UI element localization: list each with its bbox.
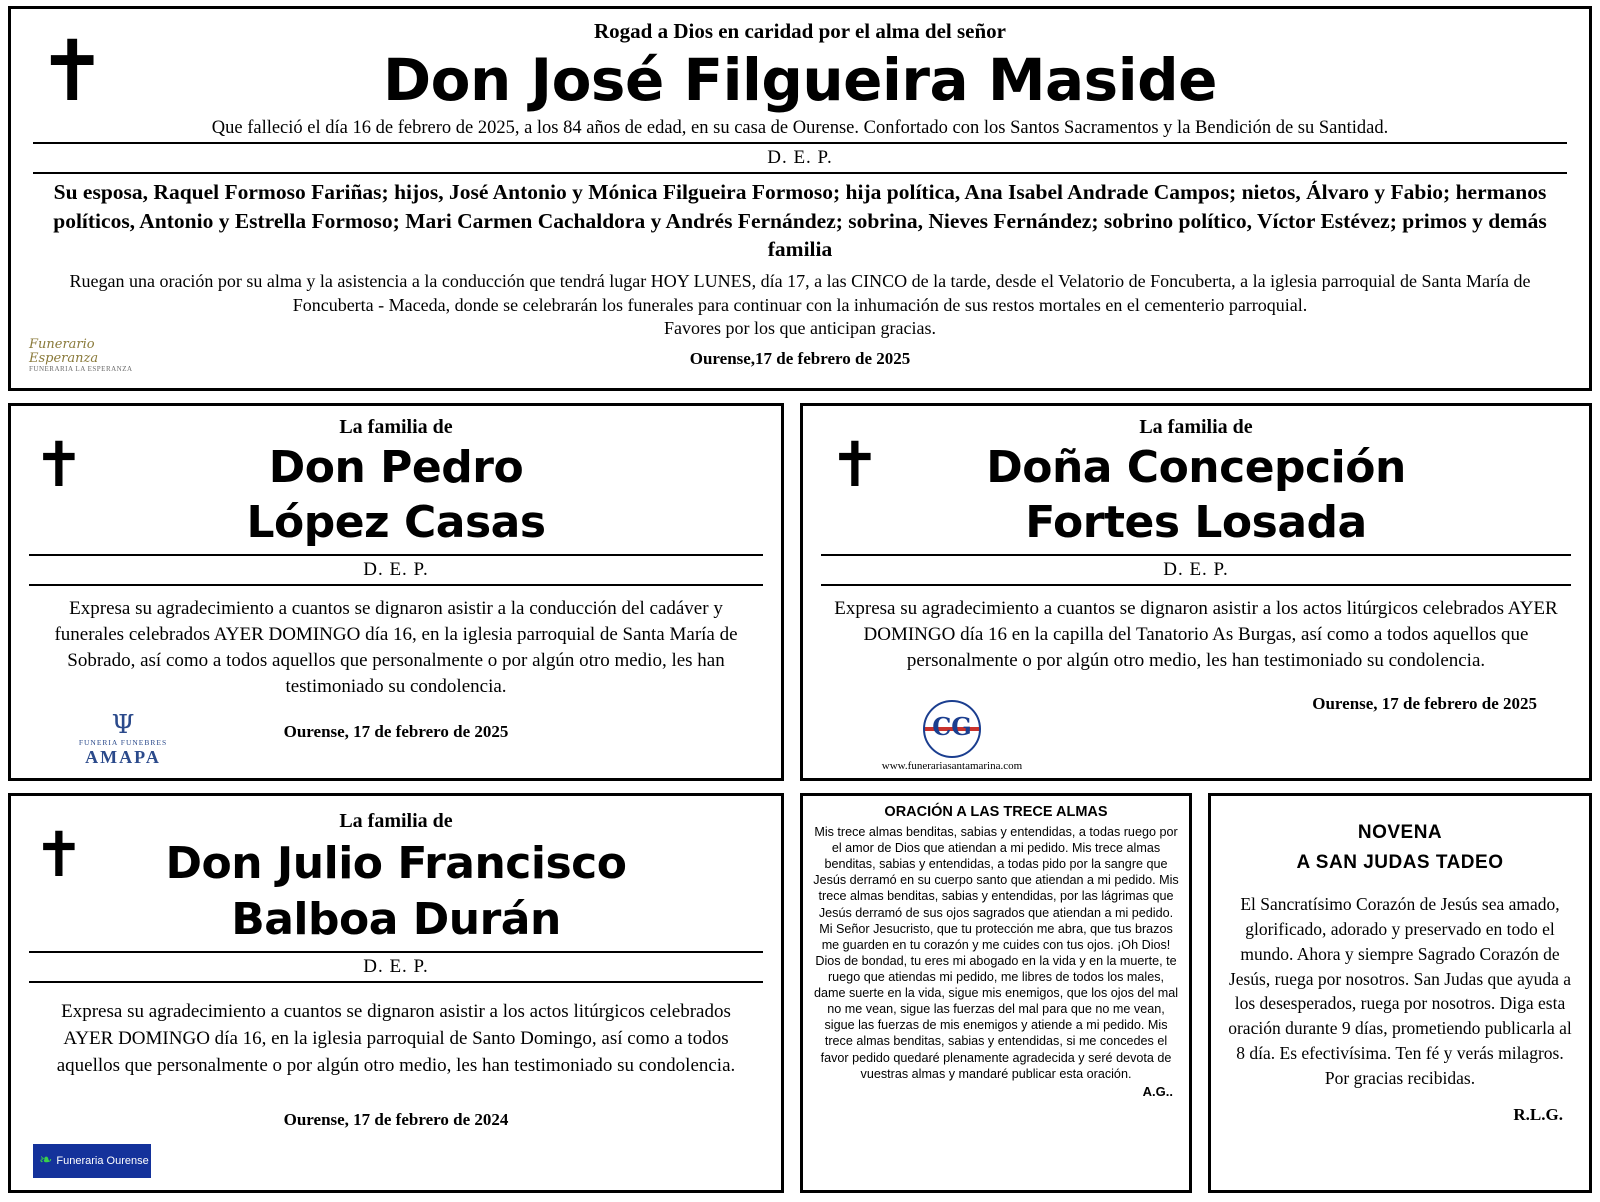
divider: [821, 554, 1571, 556]
place-date: Ourense, 17 de febrero de 2024: [283, 1110, 509, 1130]
logo-script-main: Esperanza: [29, 350, 99, 366]
thanks-text: Expresa su agradecimiento a cuantos se dignaron asistir a los actos litúrgicos celebrados AYER DOMINGO día 16, en la iglesia parroquial de Santo Domingo, así como a todos aquellos que personalmente o por algún otro medio, les han testimoniado su condolencia.: [56, 1001, 736, 1077]
place-date: Ourense, 17 de febrero de 2025: [283, 722, 509, 742]
dep-label: D. E. P.: [363, 956, 429, 978]
deceased-name-line2: López Casas: [246, 497, 546, 549]
deceased-name-line2: Fortes Losada: [1025, 497, 1367, 549]
prayer-trece-almas: [800, 793, 1192, 1193]
logo-subtitle: FUNERIA FUNEBRES: [78, 738, 168, 747]
latin-cross-icon: ✝: [829, 428, 881, 501]
prayer-signature: R.L.G.: [1513, 1104, 1563, 1124]
obituary-notice-concepcion: [800, 403, 1592, 781]
divider: [33, 172, 1567, 174]
notice-kicker: La familia de: [339, 810, 453, 832]
divider: [29, 981, 763, 983]
deceased-name-line1: Doña Concepción: [986, 442, 1406, 493]
deceased-name-line2: Balboa Durán: [231, 894, 561, 946]
logo-subtitle: FUNERARIA LA ESPERANZA: [29, 365, 133, 374]
notice-kicker: La familia de: [339, 416, 453, 438]
deceased-name-line1: Don Pedro: [268, 442, 524, 493]
prayer-subtitle: A SAN JUDAS TADEO: [1296, 852, 1504, 873]
prayer-signature: A.G..: [1142, 1083, 1173, 1099]
thanks-text: Expresa su agradecimiento a cuantos se dignaron asistir a los actos litúrgicos celebrados AYER DOMINGO día 16 en la capilla del Tanatorio As Burgas, así como a todos aquellos que personalmente o por algún otro medio, les han testimoniado su condolencia.: [834, 597, 1558, 671]
funeraria-santa-marina-logo: [817, 700, 1087, 772]
dep-label: D. E. P.: [1163, 558, 1229, 580]
prayer-title: NOVENA: [1357, 822, 1443, 843]
logo-title: AMAPA: [85, 747, 161, 767]
prayer-text: Mis trece almas benditas, sabias y entendidas, a todas ruego por el amor de Dios que atiendan a mi pedido. Mis trece almas benditas, sabias y entendidas, a todas pido por la sangre que Jesús derramó en su cuerpo santo que atiendan a mi pedido. Mis trece almas benditas, sabias y entendidas, por las lágrimas que Jesús derramó de sus ojos sagrados que atiendan a mi pedido. Mi Señor Jesucristo, que tu protección me abra, que tus brazos me guarden en tu corazón y me cuides con tus ojos. ¡Oh Dios! Dios de bondad, tu eres mi abogado en la vida y en la muerte, te ruego que atiendas mi pedido, me libres de todos los males, dame suerte en la vida, sigue mis enemigos, que los ojos del mal no me vean, sigue las fuerzas del mal para que no me vean, sigue las fuerzas de mis enemigos y atiende a mi pedido. Mis trece almas benditas, sabias y entendidas, si me concedes el favor pedido quedaré plenamente agradecida y seré devota de vuestras almas y mandaré publicar esta oración.: [813, 825, 1179, 1081]
deceased-name-line1: Don Julio Francisco: [165, 838, 627, 889]
logo-monogram: [923, 700, 981, 758]
funeraria-la-esperanza-logo: [29, 338, 199, 380]
death-details: Que falleció el día 16 de febrero de 2025, a los 84 años de edad, en su casa de Ourense. Confortado con los Santos Sacramentos y la Bendición de su Santidad.: [211, 118, 1389, 138]
service-details: Ruegan una oración por su alma y la asistencia a la conducción que tendrá lugar HOY LUNES, día 17, a las CINCO de la tarde, desde el Velatorio de Foncuberta, a la iglesia parroquial de Santa María de Foncuberta - Maceda, donde se celebrarán los funerales para continuar con la inhumación de sus restos mortales en el cementerio parroquial.: [69, 270, 1531, 315]
latin-cross-icon: ✝: [33, 818, 85, 891]
leaf-icon: ❧: [39, 1152, 53, 1169]
divider: [29, 584, 763, 586]
obituary-notice-main: [8, 6, 1592, 391]
divider: [821, 584, 1571, 586]
relatives-list: Su esposa, Raquel Formoso Fariñas; hijos, José Antonio y Mónica Filgueira Formoso; hija política, Ana Isabel Andrade Campos; nietos, Álvaro y Fabio; hermanos políticos, Antonio y Estrella Formoso; Mari Carmen Cachaldora y Andrés Fernández; sobrina, Nieves Fernández; sobrino político, Víctor Estévez; primos y demás familia: [53, 180, 1547, 262]
notice-kicker: La familia de: [1139, 416, 1253, 438]
divider: [29, 554, 763, 556]
prayer-text: El Sancratísimo Corazón de Jesús sea amado, glorificado, adorado y preservado en todo el mundo. Ahora y siempre Sagrado Corazón de Jesús, ruega por nosotros. San Judas que ayuda a los desesperados, ruega por nosotros. Diga esta oración durante 9 días, prometiendo publicarla al 8 día. Es efectivísima. Ten fé y verás milagros. Por gracias recibidas.: [1228, 894, 1572, 1088]
obituary-notice-julio: [8, 793, 784, 1193]
divider: [29, 951, 763, 953]
divider: [33, 142, 1567, 144]
prayer-title: ORACIÓN A LAS TRECE ALMAS: [884, 804, 1108, 820]
thanks-text: Expresa su agradecimiento a cuantos se dignaron asistir a la conducción del cadáver y funerales celebrados AYER DOMINGO día 16, en la iglesia parroquial de Santa María de Sobrado, así como a todos aquellos que personalmente o por algún otro medio, les han testimoniado su condolencia.: [54, 597, 738, 698]
prayer-novena-san-judas: [1208, 793, 1592, 1193]
thanks-text: Favores por los que anticipan gracias.: [664, 318, 936, 339]
logo-mark: Ψ: [111, 710, 135, 740]
place-date: Ourense,17 de febrero de 2025: [689, 349, 911, 369]
logo-text: Funeraria Ourense: [56, 1155, 149, 1167]
dep-label: D. E. P.: [363, 558, 429, 580]
deceased-name: Don José Filgueira Maside: [383, 46, 1217, 114]
logo-url: www.funerariasantamarina.com: [881, 760, 1023, 772]
place-date: Ourense, 17 de febrero de 2025: [1312, 694, 1537, 714]
funeraria-amapa-logo: [63, 712, 183, 768]
latin-cross-icon: ✝: [37, 22, 108, 120]
obituary-notice-pedro: [8, 403, 784, 781]
logo-script-top: Funerario: [29, 337, 95, 352]
latin-cross-icon: ✝: [33, 428, 85, 501]
notice-kicker: Rogad a Dios en caridad por el alma del señor: [593, 19, 1007, 43]
dep-label: D. E. P.: [767, 147, 833, 168]
logo-monogram-text: CG: [932, 712, 972, 741]
funeraria-ourense-logo: [33, 1144, 151, 1178]
